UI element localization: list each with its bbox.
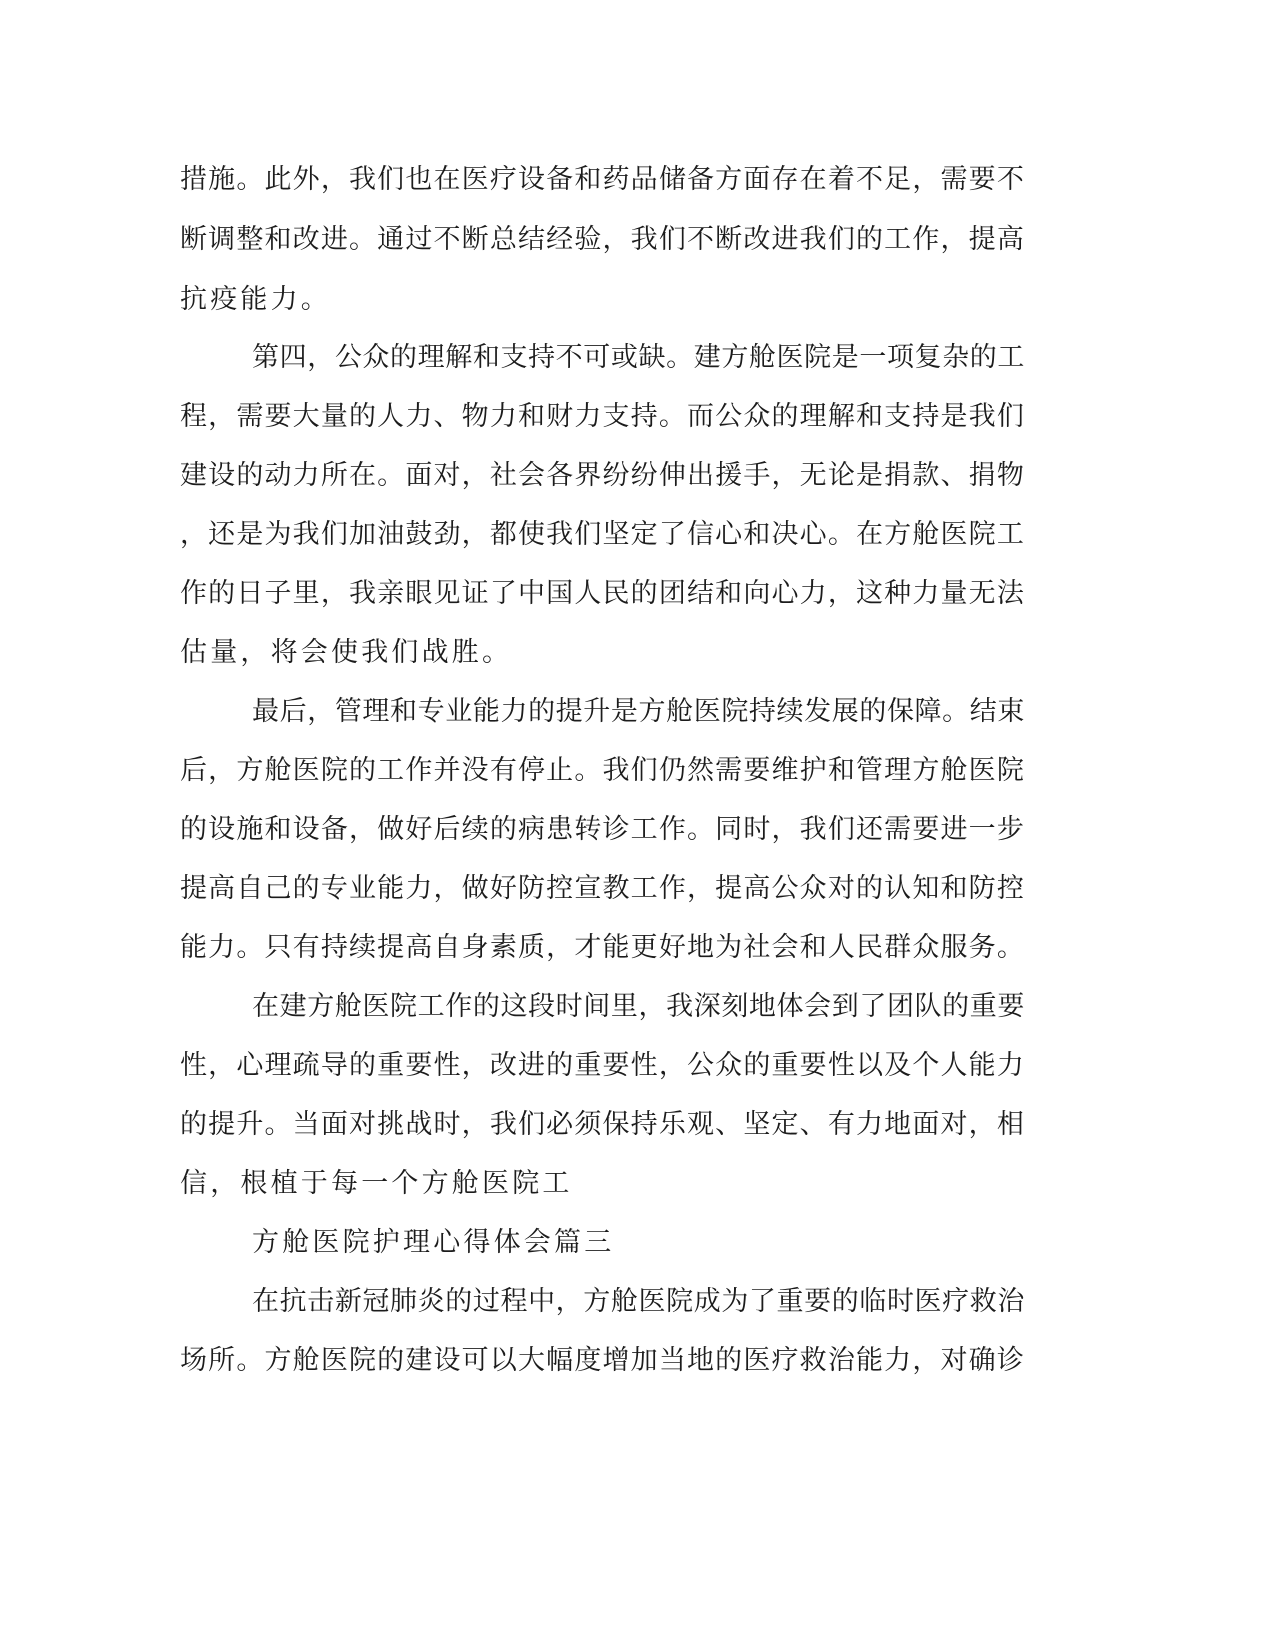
text-line: 抗疫能力。 <box>180 284 331 315</box>
text-line: 作的日子里，我亲眼见证了中国人民的团结和向心力，这种力量无法 <box>180 578 1025 609</box>
text-line: ，还是为我们加油鼓劲，都使我们坚定了信心和决心。在方舱医院工 <box>180 519 1025 550</box>
text-line: 信，根植于每一个方舱医院工 <box>180 1168 573 1199</box>
paragraph-first-line: 第四，公众的理解和支持不可或缺。建方舱医院是一项复杂的工 <box>252 342 1025 373</box>
text-line: 后，方舱医院的工作并没有停止。我们仍然需要维护和管理方舱医院 <box>180 755 1025 786</box>
paragraph-first-line: 最后，管理和专业能力的提升是方舱医院持续发展的保障。结束 <box>252 696 1025 727</box>
text-line: 场所。方舱医院的建设可以大幅度增加当地的医疗救治能力，对确诊 <box>180 1345 1025 1376</box>
text-line: 能力。只有持续提高自身素质，才能更好地为社会和人民群众服务。 <box>180 932 1025 963</box>
text-line: 程，需要大量的人力、物力和财力支持。而公众的理解和支持是我们 <box>180 401 1025 432</box>
text-line: 措施。此外，我们也在医疗设备和药品储备方面存在着不足，需要不 <box>180 164 1025 195</box>
text-line: 的设施和设备，做好后续的病患转诊工作。同时，我们还需要进一步 <box>180 814 1025 845</box>
text-line: 性，心理疏导的重要性，改进的重要性，公众的重要性以及个人能力 <box>180 1050 1025 1081</box>
text-line: 的提升。当面对挑战时，我们必须保持乐观、坚定、有力地面对，相 <box>180 1109 1025 1140</box>
paragraph-first-line: 在建方舱医院工作的这段时间里，我深刻地体会到了团队的重要 <box>252 991 1025 1022</box>
paragraph-first-line: 在抗击新冠肺炎的过程中，方舱医院成为了重要的临时医疗救治 <box>252 1286 1025 1317</box>
text-line: 建设的动力所在。面对，社会各界纷纷伸出援手，无论是捐款、捐物 <box>180 460 1025 491</box>
text-line: 断调整和改进。通过不断总结经验，我们不断改进我们的工作，提高 <box>180 224 1025 255</box>
text-line: 提高自己的专业能力，做好防控宣教工作，提高公众对的认知和防控 <box>180 873 1025 904</box>
section-heading: 方舱医院护理心得体会篇三 <box>252 1227 615 1258</box>
text-line: 估量，将会使我们战胜。 <box>180 637 513 668</box>
